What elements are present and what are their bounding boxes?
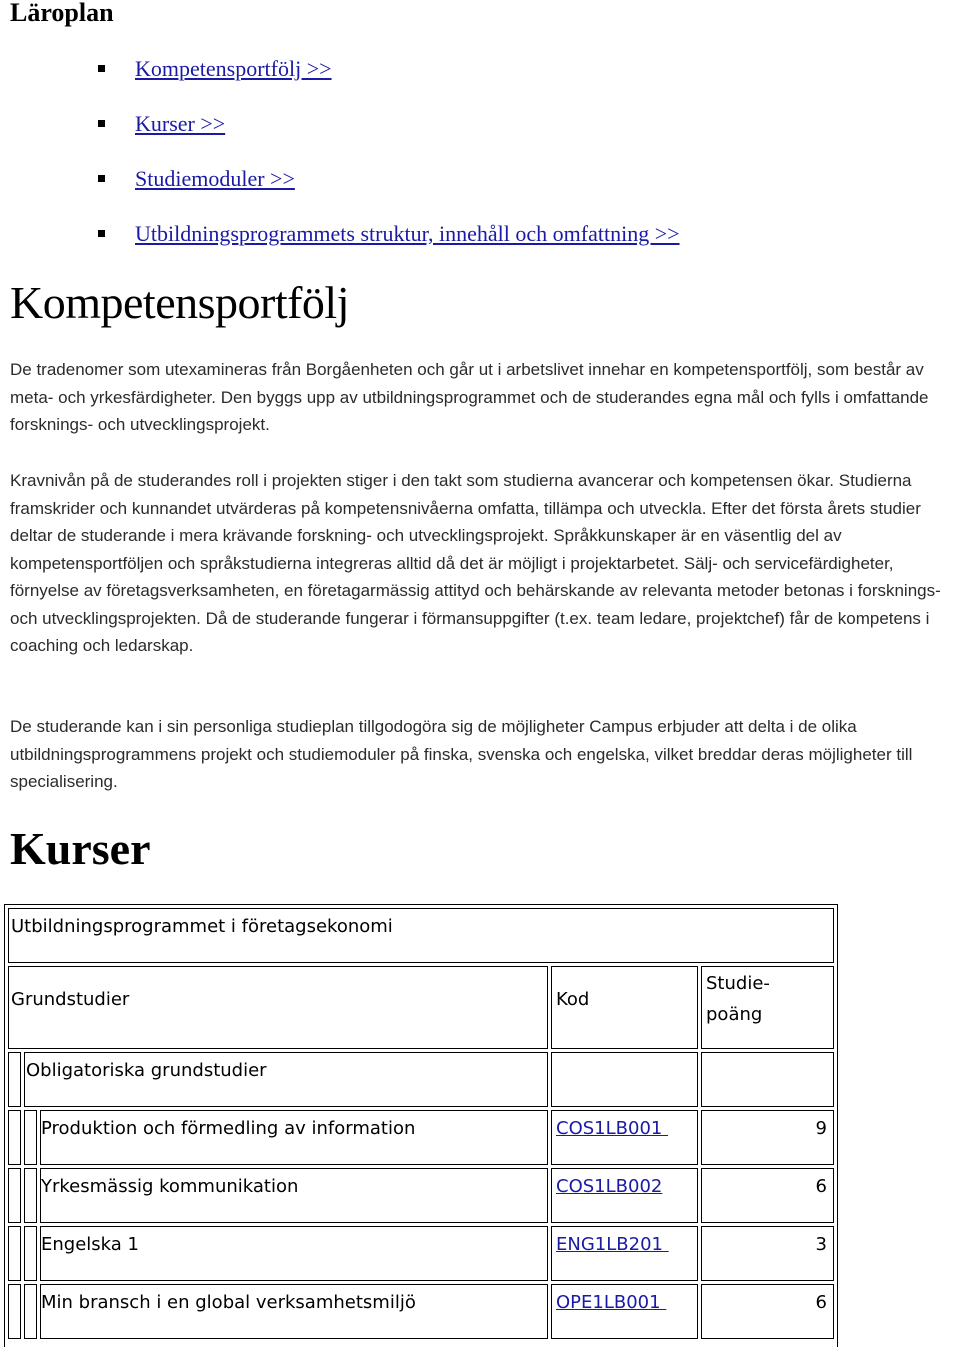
table-group-cell [24,1052,548,1107]
table-indent-cell [8,1226,21,1281]
table-row [40,1284,548,1339]
toc-link-struktur[interactable]: Utbildningsprogrammets struktur, innehåll och omfattning >> [135,221,680,246]
course-code-cell [551,1110,698,1165]
table-header-code [551,966,698,1049]
toc-link-kompetensportfolj[interactable]: Kompetensportfölj >> [135,56,332,81]
table-indent-cell [24,1168,37,1223]
table-header-name [8,966,548,1049]
col-header-kod: Kod [556,989,590,1010]
course-points: 6 [815,1292,827,1313]
course-points-cell [701,1110,834,1165]
table-indent-cell [24,1110,37,1165]
group-label: Obligatoriska grundstudier [26,1060,267,1081]
toc-link-kurser[interactable]: Kurser >> [135,111,226,136]
col-header-studie: Studie- [706,973,770,994]
toc-link-studiemoduler[interactable]: Studiemoduler >> [135,166,295,191]
bullet-icon [98,120,105,127]
section-heading-kompetensportfolj: Kompetensportfölj [10,277,349,328]
course-name: Yrkesmässig kommunikation [41,1176,299,1197]
program-name: Utbildningsprogrammet i företagsekonomi [11,916,393,937]
table-indent-cell [8,1284,21,1339]
course-points: 6 [815,1176,827,1197]
course-points-cell [701,1284,834,1339]
paragraph-studieplan: De studerande kan i sin personliga studieplan tillgodogöra sig de möjligheter Campus erbjuder att delta i de olika utbildningsprogrammens projekt och studiemoduler på finska, svenska och engelska, vilket breddar deras möjligheter till specialisering. [10,717,913,791]
paragraph-intro: De tradenomer som utexamineras från Borgåenheten och går ut i arbetslivet innehar en kompetensportfölj, som består av meta- och yrkesfärdigheter. Den byggs upp av utbildningsprogrammet och de studerandes egna mål och fylls i omfattande forsknings- och utvecklingsprojekt. [10,360,929,434]
table-indent-cell [24,1284,37,1339]
toc-nav [98,52,680,272]
course-points: 3 [815,1234,827,1255]
course-code-link[interactable]: COS1LB002 [556,1176,663,1197]
toc-item [98,162,680,217]
section-heading-kurser: Kurser [10,823,151,874]
toc-item [98,217,680,272]
table-row [40,1226,548,1281]
col-header-grundstudier: Grundstudier [11,989,130,1010]
course-name: Engelska 1 [41,1234,139,1255]
table-row [40,1168,548,1223]
bullet-icon [98,65,105,72]
toc-item [98,107,680,162]
table-indent-cell [8,1110,21,1165]
table-indent-cell [8,1168,21,1223]
course-points: 9 [815,1118,827,1139]
table-empty-cell [701,1052,834,1107]
table-indent-cell [24,1226,37,1281]
table-indent-cell [8,1052,21,1107]
course-code-link[interactable]: OPE1LB001 [556,1292,667,1313]
course-code-cell [551,1284,698,1339]
course-points-cell [701,1168,834,1223]
page-title: Läroplan [10,0,114,27]
course-code-link[interactable]: ENG1LB201 [556,1234,669,1255]
course-points-cell [701,1226,834,1281]
col-header-poang: poäng [706,1004,763,1025]
table-header-points [701,966,834,1049]
table-row [40,1110,548,1165]
bullet-icon [98,230,105,237]
bullet-icon [98,175,105,182]
course-name: Produktion och förmedling av information [41,1118,416,1139]
course-code-link[interactable]: COS1LB001 [556,1118,669,1139]
table-program-cell [8,908,834,963]
course-code-cell [551,1168,698,1223]
toc-item [98,52,680,107]
paragraph-kravniva: Kravnivån på de studerandes roll i projekten stiger i den takt som studierna avancerar och kompetensen ökar. Studierna framskrider och kunnandet utvärderas på kompetensnivåerna omfatta, tillämpa och utveckla. Efter det första årets studier deltar de studerande i mera krävande forskning- och utvecklingsprojekt. Språkkunskaper är en väsentlig del av kompetensportföljen och språkstudierna integreras alltid då det är möjligt i projektarbetet. Sälj- och servicefärdigheter, förnyelse av företagsverksamheten, en företagarmässig attityd och behärskande av relevanta metoder betonas i forsknings- och utvecklingsprojekten. Då de studerande fungerar i förmansuppgifter (t.ex. team ledare, projektchef) får de kompetens i coaching och ledarskap. [10,471,941,655]
course-name: Min bransch i en global verksamhetsmiljö [41,1292,416,1313]
table-empty-cell [551,1052,698,1107]
course-code-cell [551,1226,698,1281]
